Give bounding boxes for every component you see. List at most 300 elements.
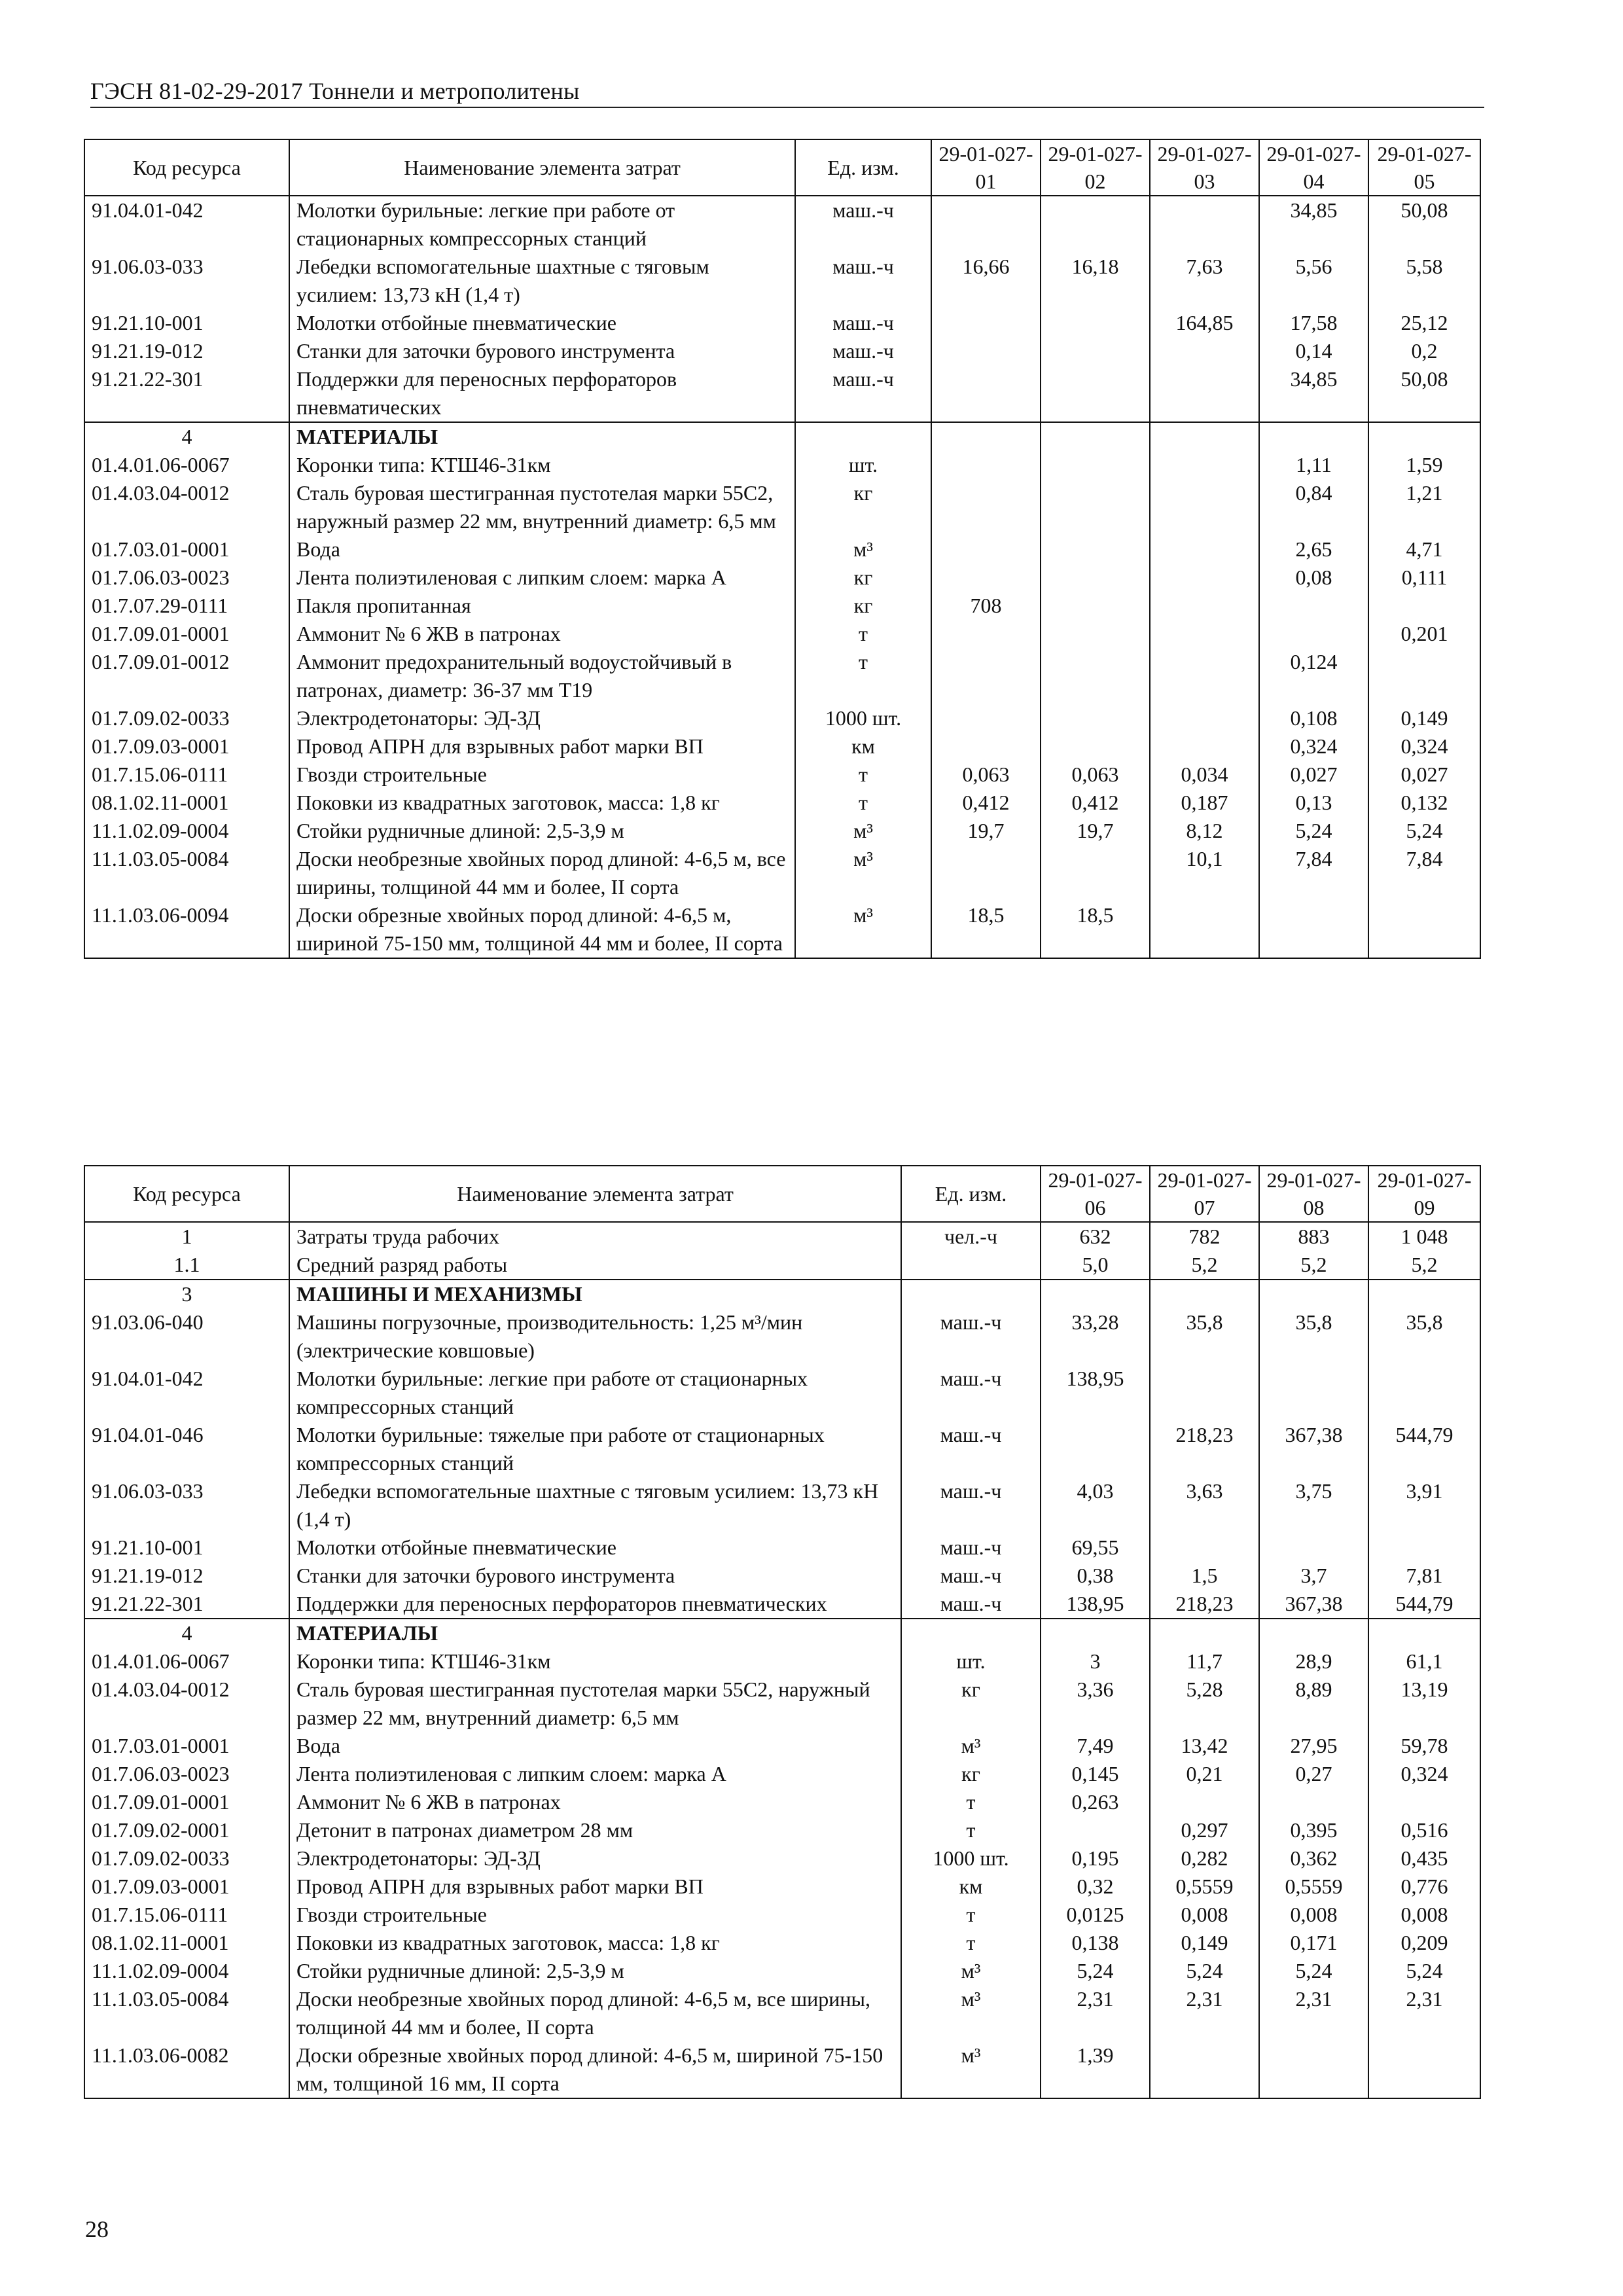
value-cell: 0,111	[1368, 564, 1480, 592]
value-cell: 0,108	[1259, 704, 1368, 732]
value-cell	[1259, 592, 1368, 620]
resource-unit: м³	[901, 1957, 1041, 1985]
resource-name: Электродетонаторы: ЭД-ЗД	[289, 704, 795, 732]
resource-name: Стойки рудничные длиной: 2,5-3,9 м	[289, 817, 795, 845]
resource-code: 91.21.19-012	[84, 1562, 289, 1590]
header-row	[84, 1166, 1480, 1222]
resource-unit: шт.	[901, 1647, 1041, 1676]
value-cell: 0,063	[1041, 761, 1150, 789]
value-cell: 4,03	[1041, 1477, 1150, 1534]
resource-unit: м³	[901, 2041, 1041, 2098]
table-row	[84, 1365, 1480, 1421]
value-cell: 3,36	[1041, 1676, 1150, 1732]
resource-unit: т	[901, 1788, 1041, 1816]
value-cell	[1150, 592, 1259, 620]
value-cell: 4,71	[1368, 535, 1480, 564]
resource-unit: т	[795, 620, 931, 648]
table-row	[84, 1901, 1480, 1929]
header-name: Наименование элемента затрат	[289, 1166, 901, 1222]
value-cell: 59,78	[1368, 1732, 1480, 1760]
resource-unit: кг	[901, 1760, 1041, 1788]
value-cell	[1041, 196, 1150, 253]
value-cell	[1150, 451, 1259, 479]
resource-name: Молотки отбойные пневматические	[289, 309, 795, 337]
resource-unit: 1000 шт.	[901, 1844, 1041, 1873]
header-unit: Ед. изм.	[795, 139, 931, 196]
resource-code: 01.7.06.03-0023	[84, 1760, 289, 1788]
table-row	[84, 1873, 1480, 1901]
resource-name: Провод АПРН для взрывных работ марки ВП	[289, 1873, 901, 1901]
resource-name: Затраты труда рабочих	[289, 1222, 901, 1251]
value-cell: 33,28	[1041, 1308, 1150, 1365]
resource-code: 01.4.01.06-0067	[84, 1647, 289, 1676]
value-cell	[1041, 365, 1150, 422]
value-cell	[1150, 422, 1259, 451]
value-cell: 0,138	[1041, 1929, 1150, 1957]
header-col-4: 29-01-027-09	[1368, 1166, 1480, 1222]
value-cell	[1041, 845, 1150, 901]
table-row	[84, 1788, 1480, 1816]
value-cell: 218,23	[1150, 1590, 1259, 1619]
resource-code: 08.1.02.11-0001	[84, 1929, 289, 1957]
value-cell: 0,282	[1150, 1844, 1259, 1873]
value-cell: 13,42	[1150, 1732, 1259, 1760]
document-header-title: ГЭСН 81-02-29-2017 Тоннели и метрополитены	[90, 78, 580, 104]
table-row	[84, 1251, 1480, 1280]
resource-code: 01.7.09.01-0001	[84, 620, 289, 648]
table-row	[84, 592, 1480, 620]
value-cell	[1150, 1788, 1259, 1816]
resource-unit: маш.-ч	[901, 1421, 1041, 1477]
header-col-2: 29-01-027-07	[1150, 1166, 1259, 1222]
value-cell	[1150, 1365, 1259, 1421]
table-row	[84, 1732, 1480, 1760]
resource-name: Вода	[289, 535, 795, 564]
table-row	[84, 1534, 1480, 1562]
value-cell: 0,08	[1259, 564, 1368, 592]
value-cell: 7,84	[1368, 845, 1480, 901]
resource-name: Лебедки вспомогательные шахтные с тяговым усилием: 13,73 кН (1,4 т)	[289, 253, 795, 309]
value-cell: 8,12	[1150, 817, 1259, 845]
table-row	[84, 1929, 1480, 1957]
value-cell: 34,85	[1259, 196, 1368, 253]
resource-unit: шт.	[795, 451, 931, 479]
value-cell: 7,49	[1041, 1732, 1150, 1760]
resource-unit: т	[901, 1901, 1041, 1929]
resource-name: Молотки бурильные: легкие при работе от стационарных компрессорных станций	[289, 1365, 901, 1421]
resource-unit: м³	[795, 901, 931, 958]
value-cell: 3	[1041, 1647, 1150, 1676]
table-row	[84, 817, 1480, 845]
header-code: Код ресурса	[84, 139, 289, 196]
value-cell	[1368, 648, 1480, 704]
resource-unit: маш.-ч	[901, 1590, 1041, 1619]
value-cell: 0,14	[1259, 337, 1368, 365]
value-cell: 0,776	[1368, 1873, 1480, 1901]
resource-unit: м³	[901, 1732, 1041, 1760]
table-row	[84, 1844, 1480, 1873]
value-cell: 367,38	[1259, 1590, 1368, 1619]
value-cell	[1150, 2041, 1259, 2098]
value-cell: 0,362	[1259, 1844, 1368, 1873]
value-cell: 18,5	[1041, 901, 1150, 958]
resource-code: 01.7.15.06-0111	[84, 1901, 289, 1929]
resource-code: 91.06.03-033	[84, 253, 289, 309]
value-cell: 2,31	[1368, 1985, 1480, 2041]
value-cell	[1041, 451, 1150, 479]
value-cell: 25,12	[1368, 309, 1480, 337]
table-row	[84, 253, 1480, 309]
resource-name: Средний разряд работы	[289, 1251, 901, 1280]
value-cell: 1 048	[1368, 1222, 1480, 1251]
header-col-4: 29-01-027-04	[1259, 139, 1368, 196]
value-cell	[1041, 309, 1150, 337]
table-row	[84, 1477, 1480, 1534]
resource-name: Коронки типа: КТШ46-31км	[289, 451, 795, 479]
value-cell: 367,38	[1259, 1421, 1368, 1477]
section-row	[84, 422, 1480, 451]
value-cell: 2,31	[1041, 1985, 1150, 2041]
resource-code: 01.7.09.02-0001	[84, 1816, 289, 1844]
value-cell: 18,5	[931, 901, 1041, 958]
table-row	[84, 620, 1480, 648]
resource-code: 91.21.22-301	[84, 1590, 289, 1619]
page-number: 28	[85, 2216, 109, 2242]
table-row	[84, 309, 1480, 337]
resource-unit: маш.-ч	[901, 1308, 1041, 1365]
resource-code: 1.1	[84, 1251, 289, 1280]
value-cell: 5,24	[1150, 1957, 1259, 1985]
resource-unit: м³	[795, 535, 931, 564]
value-cell: 0,297	[1150, 1816, 1259, 1844]
table-row	[84, 451, 1480, 479]
header-row	[84, 139, 1480, 196]
resource-unit	[901, 1280, 1041, 1308]
resource-code: 91.04.01-042	[84, 196, 289, 253]
resource-code: 01.4.03.04-0012	[84, 1676, 289, 1732]
value-cell: 0,412	[1041, 789, 1150, 817]
header-unit: Ед. изм.	[901, 1166, 1041, 1222]
value-cell	[931, 564, 1041, 592]
value-cell: 0,171	[1259, 1929, 1368, 1957]
value-cell: 0,412	[931, 789, 1041, 817]
resource-name: Доски необрезные хвойных пород длиной: 4-6,5 м, все ширины, толщиной 44 мм и более, II сорта	[289, 1985, 901, 2041]
value-cell: 0,263	[1041, 1788, 1150, 1816]
value-cell: 708	[931, 592, 1041, 620]
resource-code: 3	[84, 1280, 289, 1308]
value-cell	[931, 535, 1041, 564]
value-cell: 2,31	[1259, 1985, 1368, 2041]
resource-name: Поддержки для переносных перфораторов пневматических	[289, 365, 795, 422]
value-cell	[1041, 1619, 1150, 1647]
value-cell: 8,89	[1259, 1676, 1368, 1732]
value-cell	[1150, 901, 1259, 958]
resource-name: Поковки из квадратных заготовок, масса: 1,8 кг	[289, 1929, 901, 1957]
value-cell	[1041, 1421, 1150, 1477]
value-cell: 2,65	[1259, 535, 1368, 564]
resource-unit: маш.-ч	[901, 1365, 1041, 1421]
value-cell: 0,5559	[1259, 1873, 1368, 1901]
resource-code: 11.1.02.09-0004	[84, 817, 289, 845]
value-cell	[1150, 704, 1259, 732]
value-cell	[1259, 901, 1368, 958]
value-cell	[1150, 620, 1259, 648]
resource-name: Аммонит № 6 ЖВ в патронах	[289, 620, 795, 648]
value-cell	[931, 479, 1041, 535]
resource-unit: т	[901, 1929, 1041, 1957]
table-row	[84, 1816, 1480, 1844]
resource-name: МАТЕРИАЛЫ	[289, 1619, 901, 1647]
value-cell: 0,195	[1041, 1844, 1150, 1873]
value-cell: 0,324	[1368, 732, 1480, 761]
value-cell	[931, 196, 1041, 253]
resource-code: 4	[84, 422, 289, 451]
value-cell	[1150, 535, 1259, 564]
value-cell: 0,132	[1368, 789, 1480, 817]
value-cell: 0,395	[1259, 1816, 1368, 1844]
table-row	[84, 1957, 1480, 1985]
value-cell	[1368, 422, 1480, 451]
resource-name: Машины погрузочные, производительность: 1,25 м³/мин (электрические ковшовые)	[289, 1308, 901, 1365]
value-cell	[1259, 1280, 1368, 1308]
resource-name: Лента полиэтиленовая с липким слоем: марка А	[289, 1760, 901, 1788]
resource-unit: маш.-ч	[795, 309, 931, 337]
value-cell	[1150, 1280, 1259, 1308]
resource-code: 91.21.19-012	[84, 337, 289, 365]
value-cell: 1,39	[1041, 2041, 1150, 2098]
resource-code: 11.1.03.06-0082	[84, 2041, 289, 2098]
header-col-1: 29-01-027-01	[931, 139, 1041, 196]
table-row	[84, 2041, 1480, 2098]
resource-name: Лента полиэтиленовая с липким слоем: марка А	[289, 564, 795, 592]
value-cell: 782	[1150, 1222, 1259, 1251]
value-cell	[1368, 1280, 1480, 1308]
resource-unit: маш.-ч	[795, 196, 931, 253]
value-cell: 138,95	[1041, 1590, 1150, 1619]
resource-unit: маш.-ч	[901, 1562, 1041, 1590]
value-cell: 3,63	[1150, 1477, 1259, 1534]
value-cell: 17,58	[1259, 309, 1368, 337]
resource-name: Поддержки для переносных перфораторов пневматических	[289, 1590, 901, 1619]
value-cell	[931, 451, 1041, 479]
resource-unit: кг	[795, 564, 931, 592]
resource-unit: кг	[795, 479, 931, 535]
resource-code: 11.1.02.09-0004	[84, 1957, 289, 1985]
resource-name: Доски обрезные хвойных пород длиной: 4-6,5 м, шириной 75-150 мм, толщиной 16 мм, II сорта	[289, 2041, 901, 2098]
value-cell	[931, 648, 1041, 704]
resource-code: 01.7.06.03-0023	[84, 564, 289, 592]
resource-code: 01.7.09.02-0033	[84, 1844, 289, 1873]
value-cell: 19,7	[931, 817, 1041, 845]
value-cell: 7,81	[1368, 1562, 1480, 1590]
section-row	[84, 1619, 1480, 1647]
resource-code: 91.04.01-046	[84, 1421, 289, 1477]
value-cell: 0,435	[1368, 1844, 1480, 1873]
resource-code: 01.4.03.04-0012	[84, 479, 289, 535]
value-cell: 5,2	[1368, 1251, 1480, 1280]
value-cell	[931, 732, 1041, 761]
resource-unit: маш.-ч	[901, 1534, 1041, 1562]
resource-unit: т	[795, 761, 931, 789]
value-cell: 0,187	[1150, 789, 1259, 817]
value-cell: 0,324	[1259, 732, 1368, 761]
value-cell	[1259, 422, 1368, 451]
value-cell: 0,27	[1259, 1760, 1368, 1788]
value-cell: 0,201	[1368, 620, 1480, 648]
value-cell: 0,145	[1041, 1760, 1150, 1788]
resource-unit: км	[901, 1873, 1041, 1901]
value-cell	[1150, 732, 1259, 761]
value-cell: 5,24	[1041, 1957, 1150, 1985]
resource-table-2	[84, 1165, 1481, 2099]
value-cell: 0,124	[1259, 648, 1368, 704]
resource-unit: маш.-ч	[901, 1477, 1041, 1534]
value-cell: 1,11	[1259, 451, 1368, 479]
value-cell	[1150, 479, 1259, 535]
value-cell: 69,55	[1041, 1534, 1150, 1562]
value-cell: 0,008	[1150, 1901, 1259, 1929]
resource-unit: маш.-ч	[795, 337, 931, 365]
resource-code: 01.7.09.01-0012	[84, 648, 289, 704]
value-cell: 0,209	[1368, 1929, 1480, 1957]
value-cell: 35,8	[1368, 1308, 1480, 1365]
header-col-3: 29-01-027-08	[1259, 1166, 1368, 1222]
value-cell	[931, 337, 1041, 365]
resource-unit: маш.-ч	[795, 365, 931, 422]
value-cell: 544,79	[1368, 1590, 1480, 1619]
table-row	[84, 196, 1480, 253]
value-cell: 16,18	[1041, 253, 1150, 309]
resource-code: 01.7.09.03-0001	[84, 732, 289, 761]
value-cell: 0,027	[1368, 761, 1480, 789]
value-cell: 13,19	[1368, 1676, 1480, 1732]
resource-name: Сталь буровая шестигранная пустотелая марки 55С2, наружный размер 22 мм, внутренний диаметр: 6,5 мм	[289, 1676, 901, 1732]
value-cell: 0,516	[1368, 1816, 1480, 1844]
resource-name: Молотки бурильные: легкие при работе от стационарных компрессорных станций	[289, 196, 795, 253]
resource-name: Аммонит № 6 ЖВ в патронах	[289, 1788, 901, 1816]
header-name: Наименование элемента затрат	[289, 139, 795, 196]
resource-name: Стойки рудничные длиной: 2,5-3,9 м	[289, 1957, 901, 1985]
value-cell	[931, 704, 1041, 732]
value-cell: 7,84	[1259, 845, 1368, 901]
resource-unit: т	[795, 789, 931, 817]
value-cell	[1368, 1365, 1480, 1421]
resource-name: МАТЕРИАЛЫ	[289, 422, 795, 451]
resource-unit: кг	[901, 1676, 1041, 1732]
header-col-3: 29-01-027-03	[1150, 139, 1259, 196]
table-row	[84, 1760, 1480, 1788]
value-cell: 0,84	[1259, 479, 1368, 535]
resource-unit: м³	[795, 817, 931, 845]
value-cell: 0,149	[1368, 704, 1480, 732]
value-cell: 883	[1259, 1222, 1368, 1251]
value-cell	[1150, 648, 1259, 704]
resource-name: Доски необрезные хвойных пород длиной: 4-6,5 м, все ширины, толщиной 44 мм и более, II сорта	[289, 845, 795, 901]
value-cell: 164,85	[1150, 309, 1259, 337]
value-cell: 5,24	[1259, 817, 1368, 845]
resource-name: Сталь буровая шестигранная пустотелая марки 55С2, наружный размер 22 мм, внутренний диаметр: 6,5 мм	[289, 479, 795, 535]
resource-unit: т	[901, 1816, 1041, 1844]
resource-unit: кг	[795, 592, 931, 620]
value-cell	[1150, 365, 1259, 422]
value-cell: 0,008	[1368, 1901, 1480, 1929]
value-cell: 0,063	[931, 761, 1041, 789]
section-row	[84, 1280, 1480, 1308]
resource-code: 01.7.03.01-0001	[84, 535, 289, 564]
resource-code: 01.7.03.01-0001	[84, 1732, 289, 1760]
header-code: Код ресурса	[84, 1166, 289, 1222]
value-cell	[1368, 1788, 1480, 1816]
resource-name: Аммонит предохранительный водоустойчивый в патронах, диаметр: 36-37 мм Т19	[289, 648, 795, 704]
value-cell: 50,08	[1368, 365, 1480, 422]
resource-name: Станки для заточки бурового инструмента	[289, 337, 795, 365]
table-row	[84, 1647, 1480, 1676]
value-cell	[1368, 2041, 1480, 2098]
resource-name: Провод АПРН для взрывных работ марки ВП	[289, 732, 795, 761]
value-cell	[1259, 1534, 1368, 1562]
value-cell: 1,59	[1368, 451, 1480, 479]
table-row	[84, 1985, 1480, 2041]
resource-code: 1	[84, 1222, 289, 1251]
value-cell: 0,32	[1041, 1873, 1150, 1901]
value-cell: 7,63	[1150, 253, 1259, 309]
table-row	[84, 732, 1480, 761]
resource-name: Пакля пропитанная	[289, 592, 795, 620]
value-cell	[1041, 704, 1150, 732]
table-row	[84, 1421, 1480, 1477]
value-cell: 27,95	[1259, 1732, 1368, 1760]
table-row	[84, 845, 1480, 901]
value-cell: 16,66	[931, 253, 1041, 309]
value-cell	[1150, 1534, 1259, 1562]
value-cell	[1259, 1365, 1368, 1421]
value-cell: 3,75	[1259, 1477, 1368, 1534]
value-cell	[931, 365, 1041, 422]
value-cell	[1041, 479, 1150, 535]
value-cell	[1368, 901, 1480, 958]
resource-name: Молотки отбойные пневматические	[289, 1534, 901, 1562]
value-cell	[1259, 2041, 1368, 2098]
resource-code: 91.21.10-001	[84, 309, 289, 337]
value-cell	[1041, 337, 1150, 365]
resource-name: Гвозди строительные	[289, 761, 795, 789]
value-cell	[1041, 564, 1150, 592]
value-cell	[931, 845, 1041, 901]
resource-code: 11.1.03.06-0094	[84, 901, 289, 958]
value-cell: 50,08	[1368, 196, 1480, 253]
value-cell	[1041, 732, 1150, 761]
value-cell	[1150, 196, 1259, 253]
value-cell: 0,38	[1041, 1562, 1150, 1590]
table-row	[84, 704, 1480, 732]
value-cell: 1,5	[1150, 1562, 1259, 1590]
value-cell: 34,85	[1259, 365, 1368, 422]
value-cell: 3,7	[1259, 1562, 1368, 1590]
resource-name: Поковки из квадратных заготовок, масса: 1,8 кг	[289, 789, 795, 817]
table-row	[84, 761, 1480, 789]
value-cell: 19,7	[1041, 817, 1150, 845]
value-cell: 0,5559	[1150, 1873, 1259, 1901]
value-cell	[931, 422, 1041, 451]
value-cell	[1368, 592, 1480, 620]
table-row	[84, 564, 1480, 592]
value-cell	[1041, 1280, 1150, 1308]
resource-unit: м³	[901, 1985, 1041, 2041]
value-cell: 0,21	[1150, 1760, 1259, 1788]
table-row	[84, 1562, 1480, 1590]
value-cell	[1041, 422, 1150, 451]
value-cell	[1150, 1619, 1259, 1647]
